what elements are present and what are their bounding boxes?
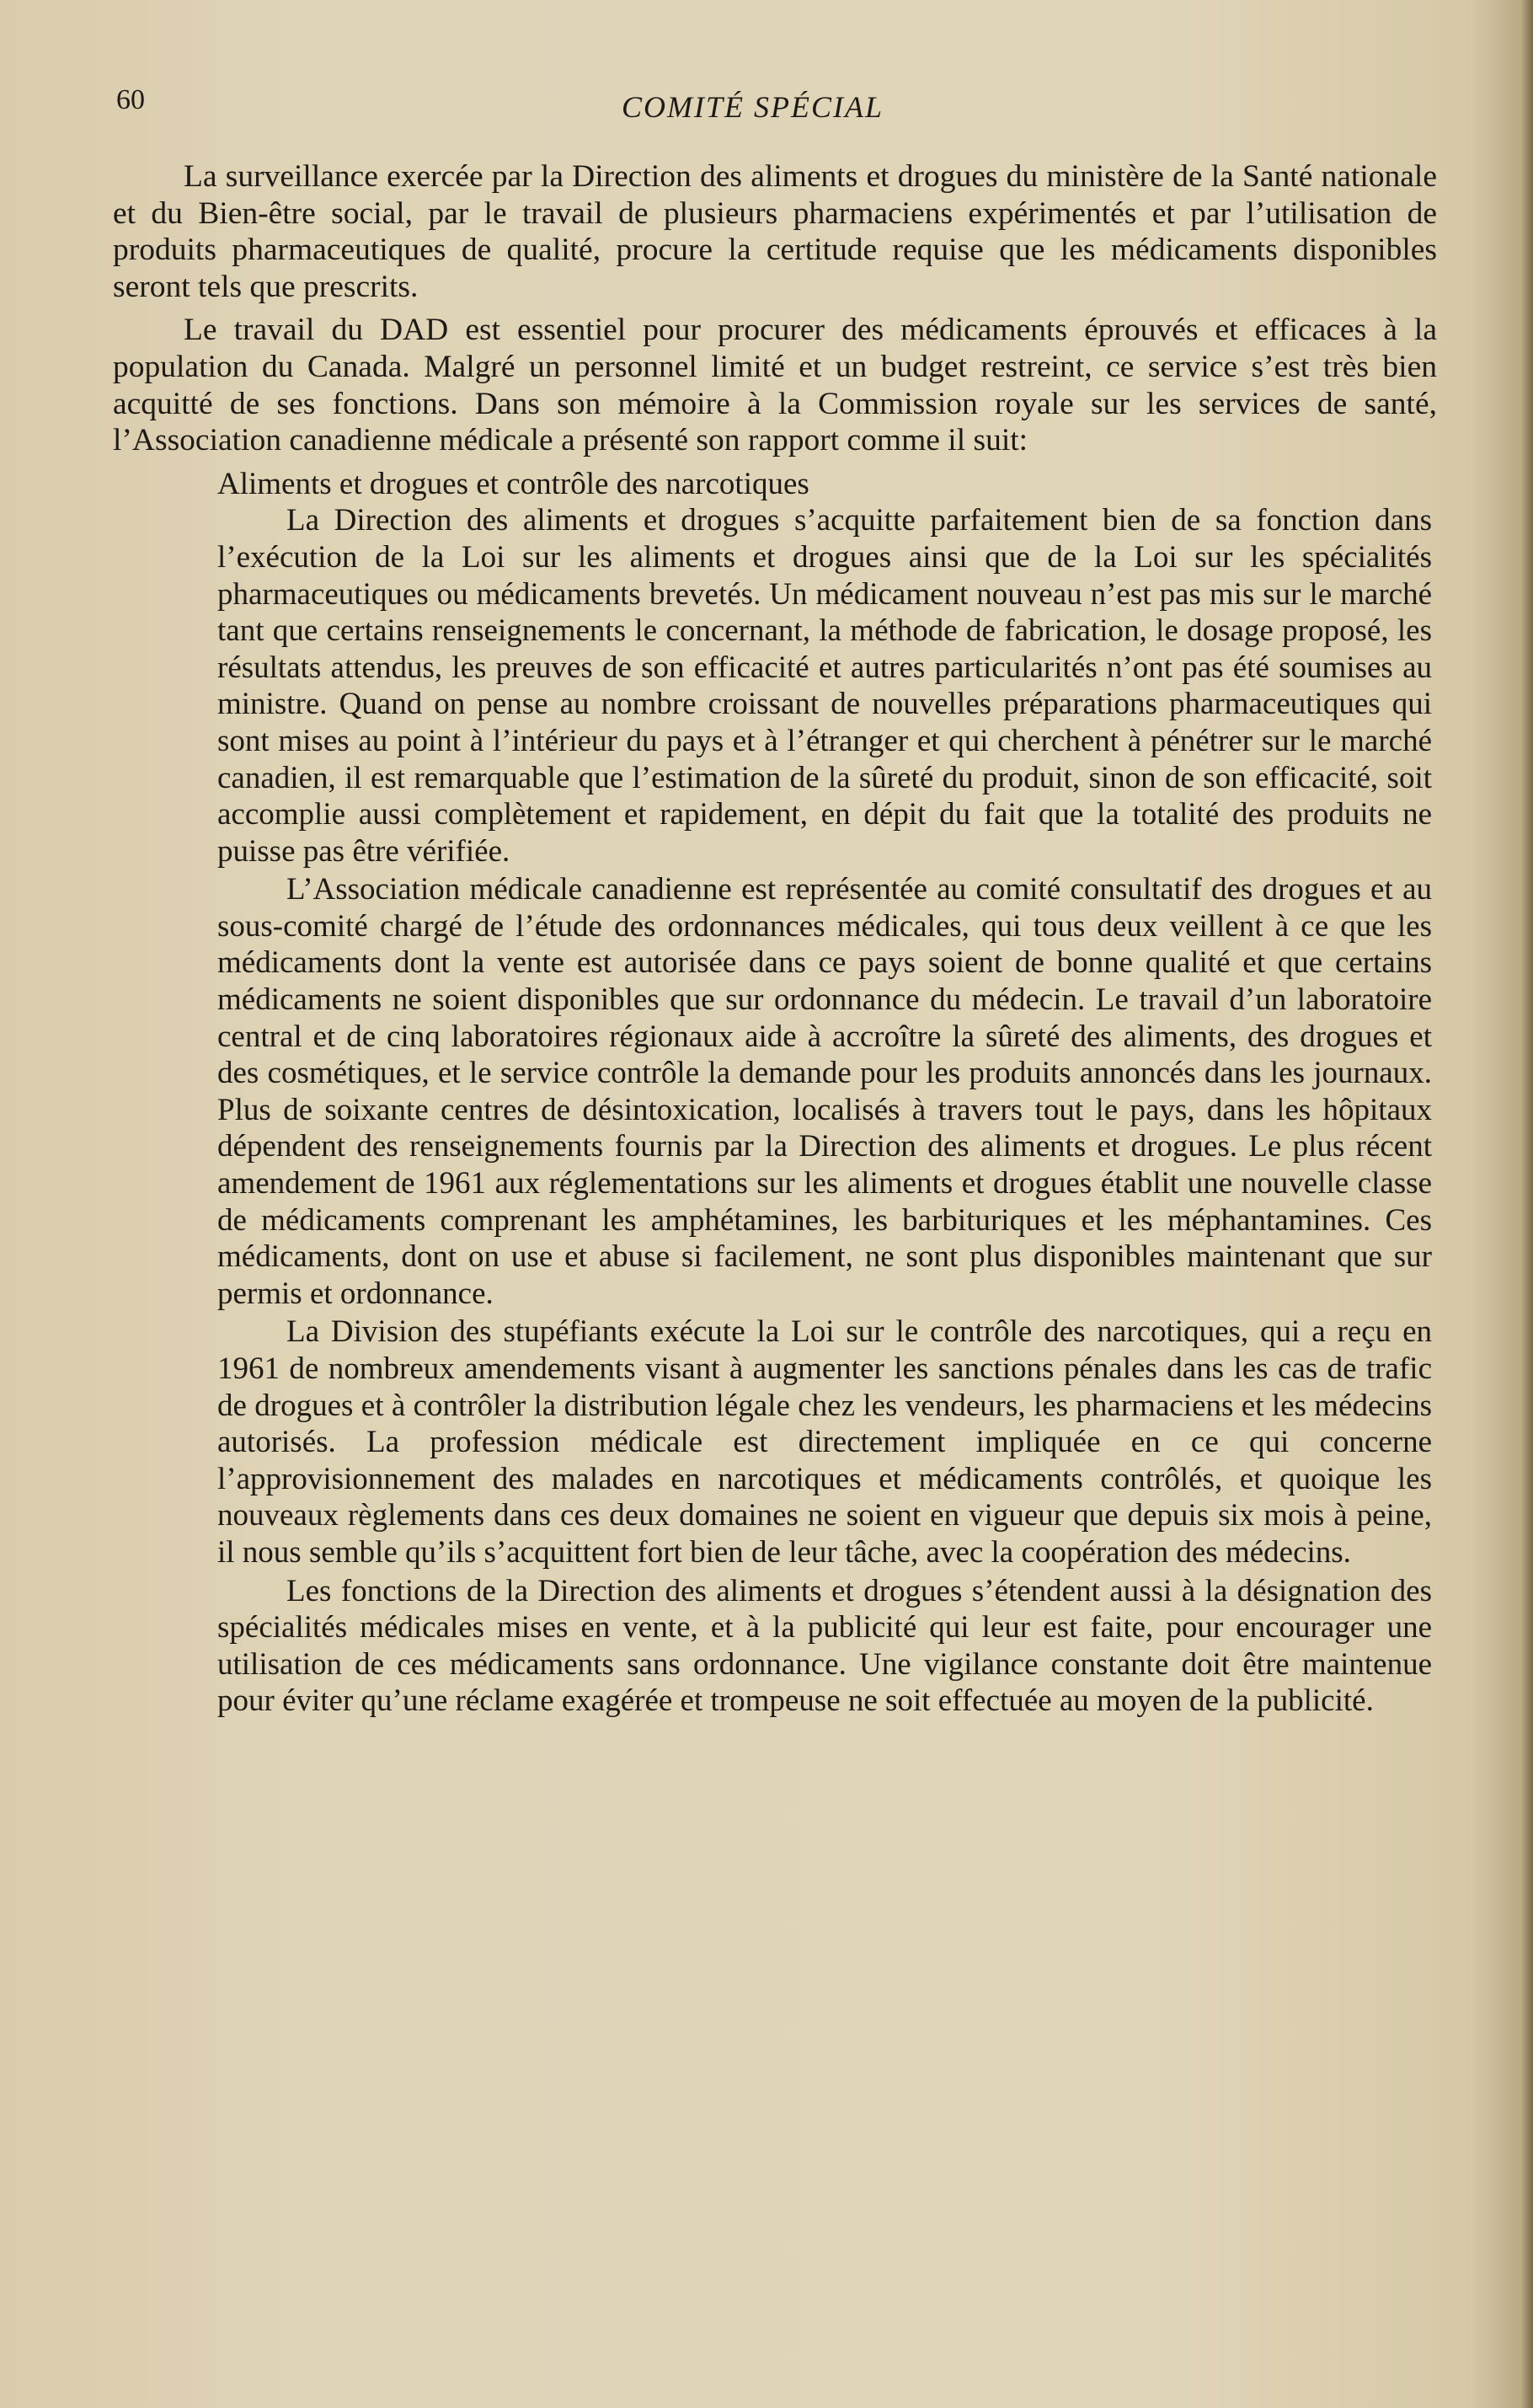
page-edge-shadow — [1521, 0, 1533, 2408]
quote-paragraph-3: La Division des stupéfiants exécute la Loi sur le contrôle des narcotiques, qui a reçu en 1961 de nombreux amendements visant à augmenter les sanctions pénales dans les cas de trafic de drogues et à contrôler la distribution légale chez les vendeurs, les pharmaciens et les médecins autorisés. La profession médicale est directement impliquée en ce qui concerne l’approvisionnement des malades en narcotiques et médicaments contrôlés, et quoique les nouveaux règlements dans ces deux domaines ne soient en vigueur que depuis six mois à peine, il nous semble qu’ils s’acquittent fort bien de leur tâche, avec la coopération des médecins. — [217, 1314, 1432, 1570]
page-body — [113, 158, 1437, 1721]
quote-title: Aliments et drogues et contrôle des narcotiques — [217, 466, 809, 501]
page-number: 60 — [116, 84, 145, 115]
running-title: COMITÉ SPÉCIAL — [622, 90, 884, 124]
page-header — [116, 84, 1447, 135]
body-paragraph-1: La surveillance exercée par la Direction des aliments et drogues du ministère de la Santé nationale et du Bien-être social, par le travail de plusieurs pharmaciens expérimentés et par l’utilisation de produits pharmaceutiques de qualité, procure la certitude requise que les médicaments disponibles seront tels que prescrits. — [113, 159, 1437, 304]
quote-paragraph-4: Les fonctions de la Direction des aliments et drogues s’étendent aussi à la désignation des spécialités médicales mises en vente, et à la publicité qui leur est faite, pour encourager une utilisation de ces médicaments sans ordonnance. Une vigilance constante doit être maintenue pour éviter qu’une réclame exagérée et trompeuse ne soit effectuée au moyen de la publicité. — [217, 1573, 1432, 1719]
body-paragraph-2: Le travail du DAD est essentiel pour procurer des médicaments éprouvés et efficaces à la population du Canada. Malgré un personnel limité et un budget restreint, ce service s’est très bien acquitté de ses fonctions. Dans son mémoire à la Commission royale sur les services de santé, l’Association canadienne médicale a présenté son rapport comme il suit: — [113, 313, 1437, 458]
quoted-report — [217, 466, 1432, 1720]
quote-paragraph-1: La Direction des aliments et drogues s’acquitte parfaitement bien de sa fonction dans l’exécution de la Loi sur les aliments et drogues ainsi que de la Loi sur les spécialités pharmaceutiques ou médicaments brevetés. Un médicament nouveau n’est pas mis sur le marché tant que certains renseignements le concernant, la méthode de fabrication, le dosage proposé, les résultats attendus, les preuves de son efficacité et autres particularités n’ont pas été soumises au ministre. Quand on pense au nombre croissant de nouvelles préparations pharmaceutiques qui sont mises au point à l’intérieur du pays et à l’étranger et qui cherchent à pénétrer sur le marché canadien, il est remarquable que l’estimation de la sûreté du produit, sinon de son efficacité, soit accomplie aussi complètement et rapidement, en dépit du fait que la totalité des produits ne puisse pas être vérifiée. — [217, 503, 1432, 869]
quote-paragraph-2: L’Association médicale canadienne est représentée au comité consultatif des drogues et au sous-comité chargé de l’étude des ordonnances médicales, qui tous deux veillent à ce que les médicaments dont la vente est autorisée dans ce pays soient de bonne qualité et que certains médicaments ne soient disponibles que sur ordonnance du médecin. Le travail d’un laboratoire central et de cinq laboratoires régionaux aide à accroître la sûreté des aliments, des drogues et des cosmétiques, et le service contrôle la demande pour les produits annoncés dans les journaux. Plus de soixante centres de désintoxication, localisés à travers tout le pays, dans les hôpitaux dépendent des renseignements fournis par la Direction des aliments et drogues. Le plus récent amendement de 1961 aux réglementations sur les aliments et drogues établit une nouvelle classe de médicaments comprenant les amphétamines, les barbituriques et les méphantamines. Ces médicaments, dont on use et abuse si facilement, ne sont plus disponibles maintenant que sur permis et ordonnance. — [217, 872, 1432, 1311]
